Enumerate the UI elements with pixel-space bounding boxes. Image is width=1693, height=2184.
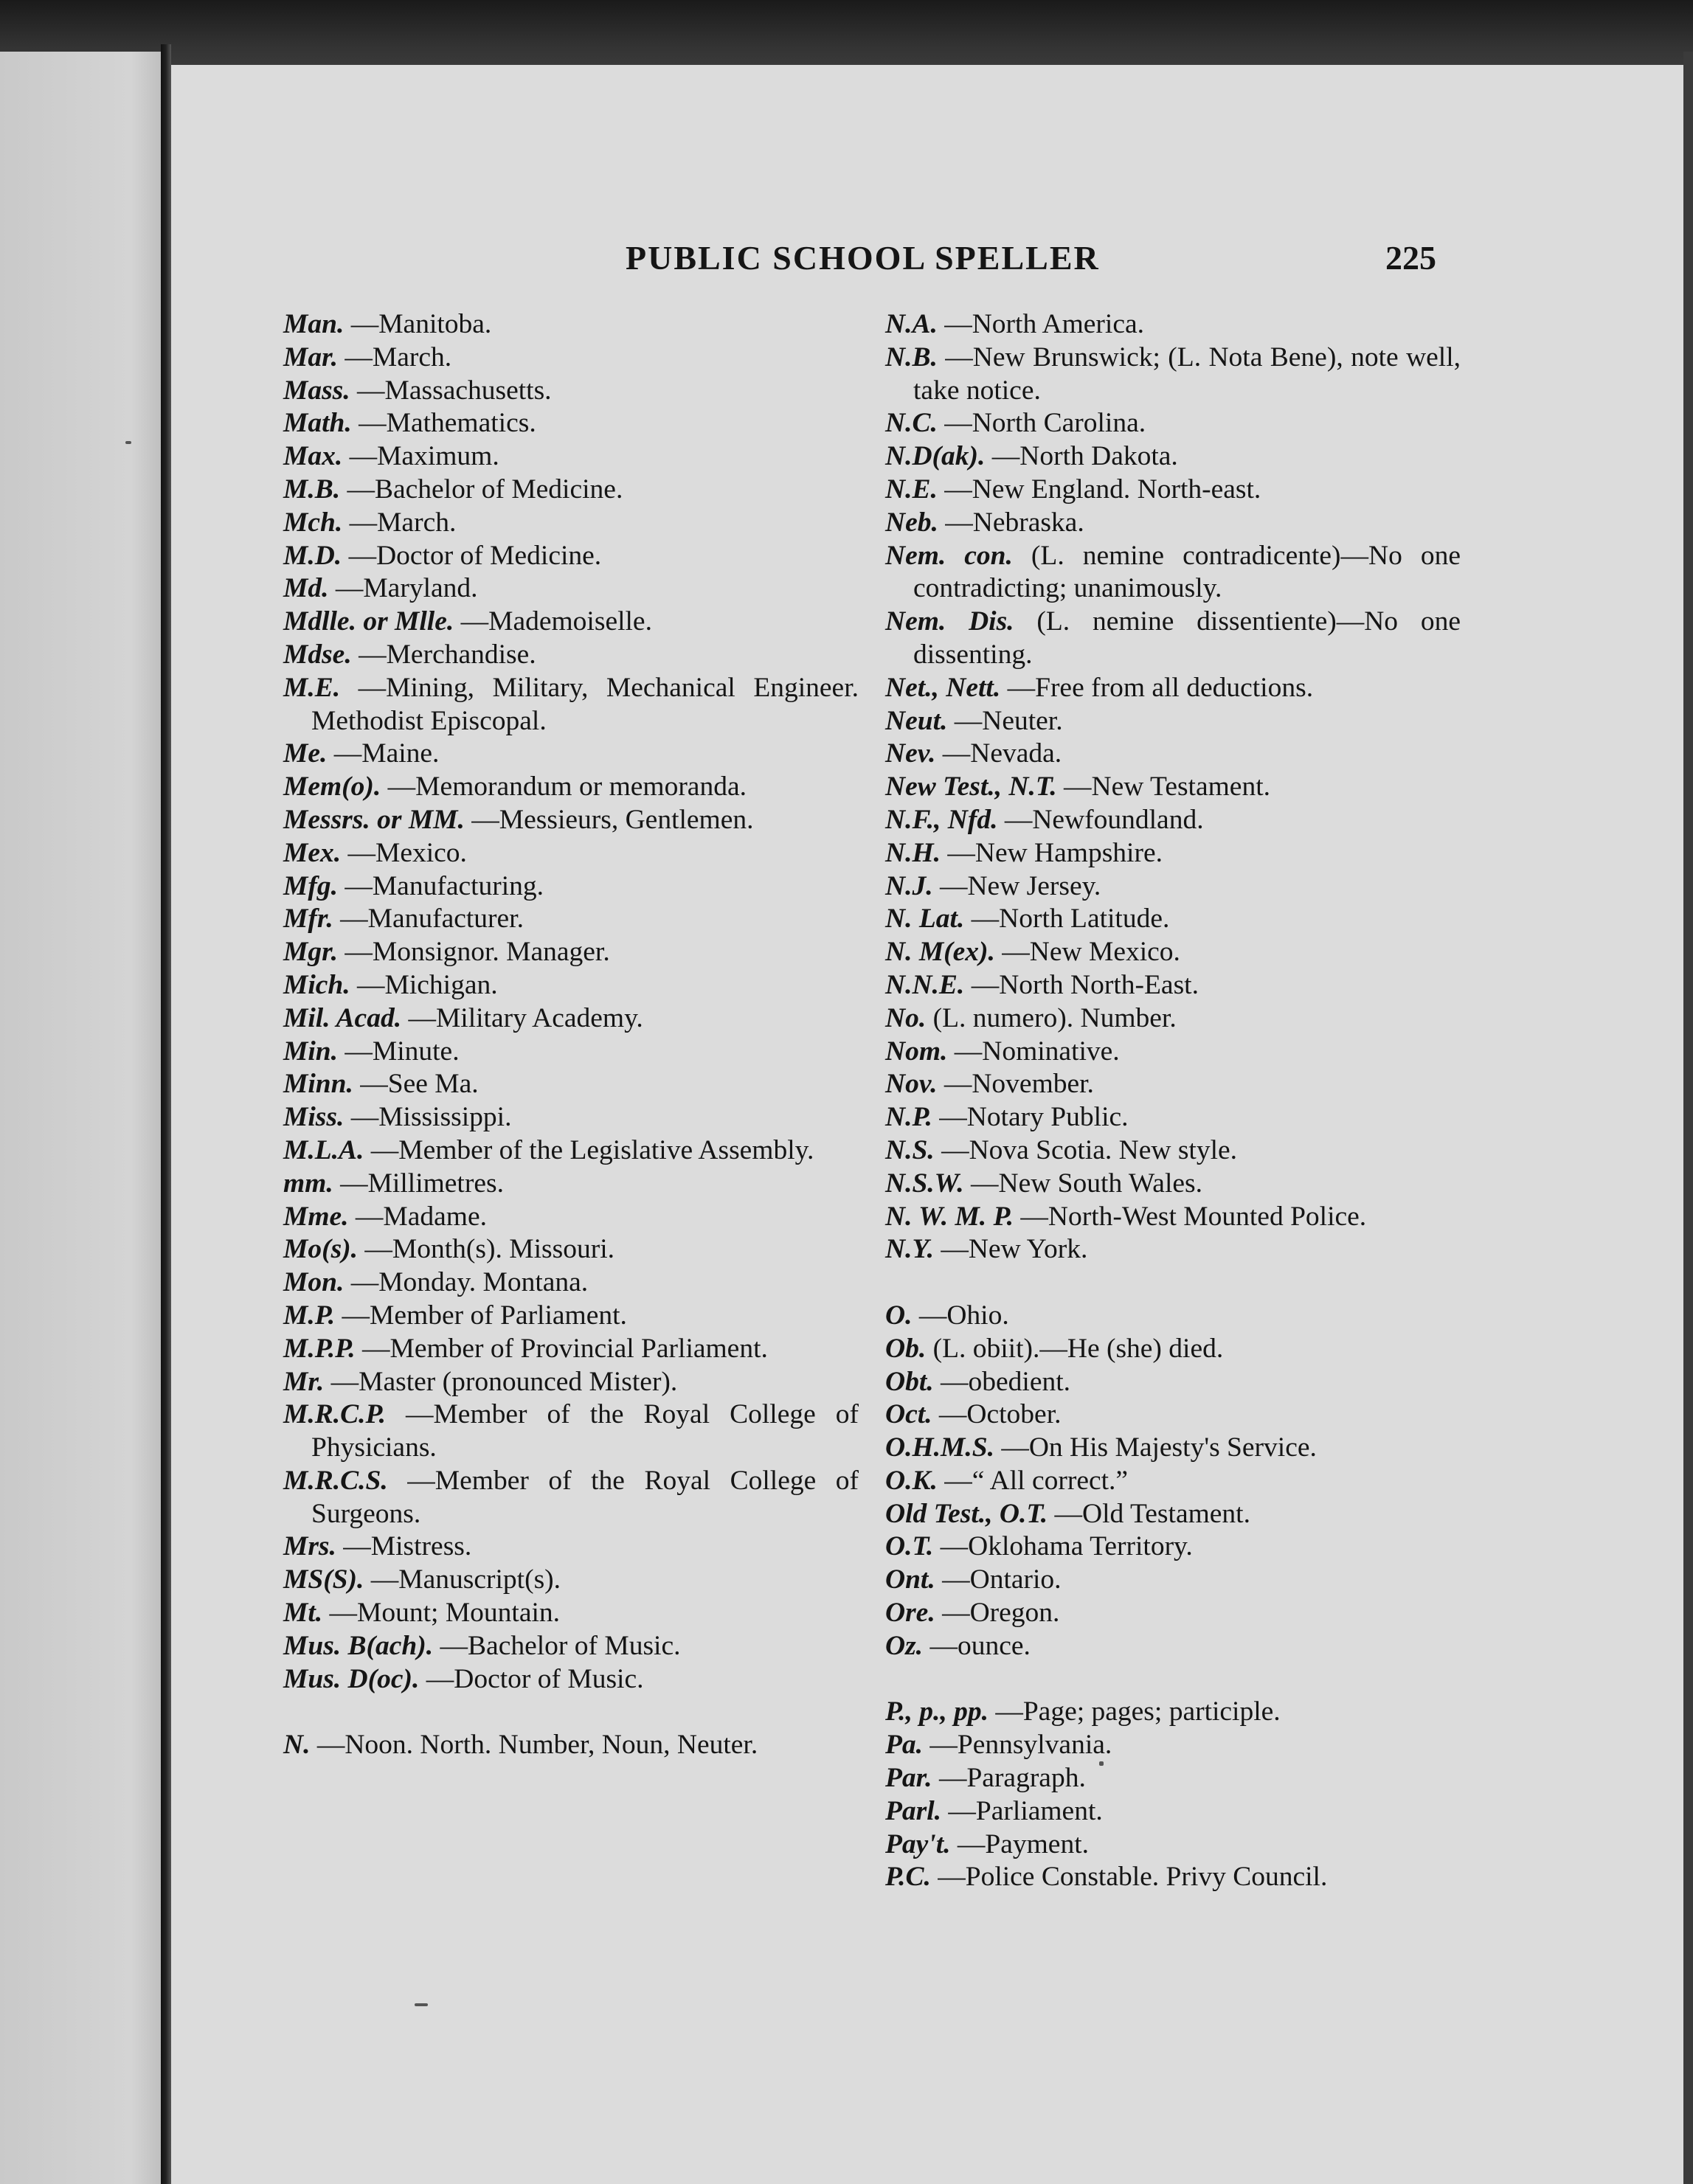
entry-abbreviation: Nov. [885, 1069, 938, 1100]
entry-abbreviation: No. [885, 1002, 927, 1033]
entry-definition: —Mount; Mountain. [329, 1598, 561, 1629]
entry-definition: —Master (pronounced Mister). [330, 1366, 678, 1397]
entry-definition: —Member of Parliament. [342, 1300, 627, 1331]
entry-abbreviation: Mt. [283, 1598, 323, 1629]
entry-abbreviation: Ore. [885, 1598, 935, 1629]
dictionary-entry [885, 804, 1461, 837]
entry-definition: —Mistress. [343, 1531, 472, 1562]
entry-definition: —See Ma. [360, 1069, 479, 1100]
dictionary-entry [283, 1036, 859, 1069]
entry-abbreviation: O.T. [885, 1531, 934, 1562]
entry-definition: —Oklohama Territory. [940, 1531, 1193, 1562]
dictionary-entry [283, 672, 859, 738]
dictionary-entry [885, 1564, 1461, 1597]
dictionary-entry [885, 1530, 1461, 1564]
entry-abbreviation: M.P.P. [283, 1333, 356, 1364]
entry-definition: —Ohio. [918, 1300, 1009, 1331]
dictionary-entry [885, 1101, 1461, 1134]
entry-abbreviation: Ont. [885, 1564, 935, 1595]
dictionary-entry [283, 507, 859, 540]
entry-definition: —Monsignor. Manager. [345, 937, 610, 968]
entry-definition: —Page; pages; participle. [995, 1696, 1281, 1727]
dictionary-entry [885, 1432, 1461, 1465]
entry-abbreviation: Mdlle. or Mlle. [283, 606, 454, 637]
dictionary-entry [885, 1696, 1461, 1729]
dictionary-entry [283, 1168, 859, 1201]
dictionary-entry [283, 1663, 859, 1696]
entry-definition: —Monday. Montana. [350, 1267, 589, 1298]
entry-definition: —Mademoiselle. [460, 606, 652, 637]
dictionary-entry [885, 837, 1461, 870]
dictionary-entry [885, 1233, 1461, 1266]
entry-definition: —Paragraph. [938, 1763, 1086, 1794]
entry-abbreviation: Nev. [885, 738, 936, 769]
entry-definition: —Maximum. [349, 441, 499, 472]
entry-abbreviation: N.J. [885, 870, 933, 901]
dictionary-entry [283, 1068, 859, 1101]
entry-abbreviation: N. W. M. P. [885, 1201, 1014, 1232]
dictionary-entry [283, 903, 859, 936]
entry-definition: —New Hampshire. [947, 837, 1163, 868]
dictionary-entry [283, 540, 859, 573]
entry-definition: —Oregon. [942, 1598, 1060, 1629]
entry-definition: —Manufacturing. [345, 870, 544, 901]
entry-abbreviation: Mfr. [283, 904, 333, 935]
entry-definition: —October. [938, 1399, 1062, 1430]
entry-definition: —Member of Provincial Parliament. [362, 1333, 768, 1364]
entry-definition: —North Dakota. [991, 441, 1178, 472]
entry-abbreviation: Miss. [283, 1102, 345, 1133]
entry-abbreviation: N. Lat. [885, 904, 965, 935]
book-page [171, 65, 1683, 2184]
entry-abbreviation: Neb. [885, 507, 938, 538]
dictionary-entry [283, 375, 859, 408]
dictionary-entry [885, 440, 1461, 474]
dictionary-entry [283, 1564, 859, 1597]
entry-abbreviation: Man. [283, 309, 345, 339]
entry-definition: —Madame. [355, 1201, 487, 1232]
entry-abbreviation: N.P. [885, 1102, 932, 1133]
entry-definition: —Doctor of Medicine. [348, 540, 602, 571]
facing-page-edge [0, 52, 164, 2184]
entry-abbreviation: Me. [283, 738, 328, 769]
dictionary-entry [885, 1002, 1461, 1036]
dictionary-entry [885, 705, 1461, 738]
entry-definition: —Manitoba. [350, 309, 492, 339]
entry-abbreviation: Mar. [283, 342, 338, 372]
entry-abbreviation: Mfg. [283, 870, 338, 901]
page-number: 225 [1385, 239, 1436, 277]
dictionary-entry [885, 1366, 1461, 1399]
dictionary-entry [885, 1795, 1461, 1828]
entry-definition: —Mathematics. [359, 408, 536, 439]
entry-definition: —Old Testament. [1054, 1498, 1250, 1529]
dictionary-entry [885, 507, 1461, 540]
entry-definition: —Messieurs, Gentlemen. [471, 804, 754, 835]
entry-definition: —New York. [941, 1234, 1088, 1265]
entry-definition: —Newfoundland. [1004, 804, 1204, 835]
entry-abbreviation: N.E. [885, 474, 938, 505]
entry-abbreviation: Mrs. [283, 1531, 336, 1562]
entry-definition: —Bachelor of Music. [440, 1630, 681, 1661]
entry-abbreviation: N.N.E. [885, 969, 965, 1000]
dictionary-entry [885, 606, 1461, 672]
dictionary-entry [283, 837, 859, 870]
page-edge-right [1683, 52, 1693, 2184]
entry-definition: —Mining, Military, Mechanical Engineer. Methodist Episcopal. [311, 672, 859, 736]
entry-abbreviation: Obt. [885, 1366, 934, 1397]
entry-abbreviation: Mus. D(oc). [283, 1663, 420, 1694]
entry-definition: —Millimetres. [340, 1168, 504, 1199]
entry-definition: —North America. [944, 309, 1144, 339]
dictionary-entry [885, 342, 1461, 408]
entry-definition: —North North-East. [971, 969, 1199, 1000]
entry-abbreviation: Mgr. [283, 937, 338, 968]
entry-abbreviation: N.S. [885, 1134, 935, 1165]
dictionary-entry [885, 936, 1461, 969]
entry-abbreviation: Pay't. [885, 1828, 951, 1859]
entry-abbreviation: N.A. [885, 309, 938, 339]
dictionary-entry [885, 738, 1461, 771]
dictionary-entry [885, 474, 1461, 507]
entry-abbreviation: P.C. [885, 1862, 931, 1893]
entry-abbreviation: Par. [885, 1763, 932, 1794]
entry-abbreviation: Mass. [283, 375, 350, 406]
entry-abbreviation: Mon. [283, 1267, 345, 1298]
entry-definition: —Merchandise. [359, 639, 536, 670]
entry-abbreviation: P., p., pp. [885, 1696, 989, 1727]
entry-definition: —Neuter. [954, 705, 1063, 736]
dictionary-entry [283, 1630, 859, 1663]
entry-abbreviation: Oz. [885, 1630, 924, 1661]
dictionary-entry [283, 1333, 859, 1366]
dictionary-entry [885, 1036, 1461, 1069]
entry-abbreviation: New Test., N.T. [885, 772, 1057, 802]
right-column [885, 308, 1461, 1894]
page-header [171, 238, 1683, 297]
entry-abbreviation: Mo(s). [283, 1234, 359, 1265]
dictionary-entry [283, 1398, 859, 1465]
entry-abbreviation: M.R.C.S. [283, 1465, 388, 1496]
dictionary-entry [283, 738, 859, 771]
scan-speck [125, 441, 131, 444]
entry-abbreviation: N.H. [885, 837, 941, 868]
entry-abbreviation: N. M(ex). [885, 937, 995, 968]
entry-definition: —March. [349, 507, 457, 538]
dictionary-entry [885, 1630, 1461, 1663]
entry-definition: —Nominative. [954, 1036, 1120, 1067]
entry-definition: —obedient. [941, 1366, 1071, 1397]
entry-definition: —Memorandum or memoranda. [387, 772, 747, 802]
entry-abbreviation: N.S.W. [885, 1168, 964, 1199]
entry-definition: —Noon. North. Number, Noun, Neuter. [316, 1730, 758, 1761]
entry-abbreviation: N.B. [885, 342, 938, 372]
entry-definition: —Notary Public. [939, 1102, 1129, 1133]
entry-abbreviation: Nom. [885, 1036, 948, 1067]
entry-definition: —Payment. [957, 1828, 1089, 1859]
entry-definition: —March. [345, 342, 452, 372]
dictionary-entry [283, 474, 859, 507]
dictionary-entry [885, 969, 1461, 1002]
entry-abbreviation: Mich. [283, 969, 350, 1000]
dictionary-entry [885, 1201, 1461, 1234]
entry-definition: —Minute. [345, 1036, 460, 1067]
dictionary-entry [283, 342, 859, 375]
dictionary-entry [283, 1729, 859, 1762]
dictionary-entry [283, 1201, 859, 1234]
entry-definition: (L. nemine contradicente)—No one contradicting; unanimously. [913, 540, 1461, 604]
entry-abbreviation: M.D. [283, 540, 342, 571]
entry-abbreviation: Mch. [283, 507, 343, 538]
dictionary-entry [283, 1530, 859, 1564]
dictionary-entry [885, 1597, 1461, 1630]
dictionary-entry [885, 1729, 1461, 1762]
entry-definition: —ounce. [929, 1630, 1031, 1661]
entry-abbreviation: Mex. [283, 837, 342, 868]
dictionary-entry [283, 870, 859, 904]
entry-abbreviation: M.E. [283, 672, 341, 703]
entry-abbreviation: M.R.C.P. [283, 1399, 386, 1430]
entry-definition: —Month(s). Missouri. [364, 1234, 614, 1265]
entry-abbreviation: M.L.A. [283, 1134, 364, 1165]
entry-definition: —Bachelor of Medicine. [347, 474, 623, 505]
left-column [283, 308, 859, 1762]
dictionary-entry [283, 936, 859, 969]
dictionary-entry [283, 572, 859, 606]
dictionary-entry [283, 407, 859, 440]
scan-speck [415, 2003, 428, 2006]
entry-definition: —New Brunswick; (L. Nota Bene), note well, take notice. [913, 342, 1461, 406]
entry-definition: —“ All correct.” [944, 1465, 1129, 1496]
entry-definition: —North Latitude. [971, 904, 1170, 935]
dictionary-entry [885, 1333, 1461, 1366]
dictionary-entry [283, 1002, 859, 1036]
dictionary-entry [885, 407, 1461, 440]
entry-definition: —Maryland. [335, 573, 478, 604]
dictionary-entry [885, 1465, 1461, 1498]
dictionary-entry [283, 1597, 859, 1630]
entry-definition: —New Mexico. [1002, 937, 1180, 968]
entry-definition: (L. obiit).—He (she) died. [932, 1333, 1224, 1364]
entry-definition: —Police Constable. Privy Council. [938, 1862, 1328, 1893]
entry-definition: —New England. North-east. [944, 474, 1261, 505]
entry-definition: —Free from all deductions. [1007, 672, 1314, 703]
dictionary-entry [885, 771, 1461, 804]
entry-abbreviation: Neut. [885, 705, 948, 736]
entry-abbreviation: Mdse. [283, 639, 352, 670]
entry-abbreviation: N.C. [885, 408, 938, 439]
dictionary-entry [885, 870, 1461, 904]
entry-abbreviation: Nem. con. [885, 540, 1013, 571]
entry-abbreviation: Oct. [885, 1399, 932, 1430]
entry-abbreviation: M.B. [283, 474, 341, 505]
entry-definition: —Member of the Royal College of Physicians. [311, 1399, 859, 1463]
running-title: PUBLIC SCHOOL SPELLER [626, 239, 1100, 277]
dictionary-entry [283, 639, 859, 672]
dictionary-entry [283, 969, 859, 1002]
dictionary-entry [283, 1266, 859, 1300]
dictionary-entry [885, 1762, 1461, 1795]
entry-definition: —Doctor of Music. [426, 1663, 644, 1694]
scan-speck [1099, 1761, 1104, 1766]
entry-abbreviation: Pa. [885, 1730, 924, 1761]
entry-definition: —Nevada. [942, 738, 1062, 769]
entry-definition: —North-West Mounted Police. [1020, 1201, 1367, 1232]
dictionary-entry [885, 1861, 1461, 1894]
entry-definition: —Ontario. [942, 1564, 1062, 1595]
dictionary-entry [885, 1168, 1461, 1201]
dictionary-entry [885, 1828, 1461, 1862]
entry-definition: (L. numero). Number. [932, 1002, 1177, 1033]
entry-abbreviation: Mr. [283, 1366, 325, 1397]
dictionary-entry [283, 1233, 859, 1266]
entry-definition: —Michigan. [357, 969, 498, 1000]
entry-abbreviation: Minn. [283, 1069, 353, 1100]
dictionary-entry [885, 1398, 1461, 1432]
dictionary-entry [885, 540, 1461, 606]
entry-definition: —Mexico. [347, 837, 467, 868]
dictionary-entry [283, 308, 859, 342]
dictionary-entry [283, 1300, 859, 1333]
entry-abbreviation: Max. [283, 441, 343, 472]
entry-definition: —Maine. [333, 738, 440, 769]
dictionary-entry [283, 1366, 859, 1399]
entry-definition: —Parliament. [948, 1795, 1103, 1826]
entry-abbreviation: Mme. [283, 1201, 349, 1232]
entry-abbreviation: Mil. Acad. [283, 1002, 402, 1033]
entry-definition: —North Carolina. [944, 408, 1146, 439]
dictionary-entry [283, 606, 859, 639]
entry-abbreviation: M.P. [283, 1300, 336, 1331]
entry-definition: —November. [944, 1069, 1094, 1100]
dictionary-entry [283, 1465, 859, 1531]
entry-definition: (L. nemine dissentiente)—No one dissenting. [913, 606, 1461, 670]
entry-abbreviation: Nem. Dis. [885, 606, 1014, 637]
entry-abbreviation: N.F., Nfd. [885, 804, 998, 835]
dictionary-entry [283, 1134, 859, 1168]
entry-abbreviation: Md. [283, 573, 329, 604]
book-gutter [161, 44, 171, 2184]
entry-abbreviation: Net., Nett. [885, 672, 1001, 703]
dictionary-entry [885, 1068, 1461, 1101]
entry-abbreviation: Old Test., O.T. [885, 1498, 1048, 1529]
dictionary-entry [283, 804, 859, 837]
entry-definition: —Military Academy. [408, 1002, 643, 1033]
entry-definition: —Mississippi. [350, 1102, 512, 1133]
dictionary-entry [283, 440, 859, 474]
entry-abbreviation: N.Y. [885, 1234, 934, 1265]
entry-definition: —New Jersey. [939, 870, 1101, 901]
entry-definition: —Manufacturer. [340, 904, 524, 935]
entry-abbreviation: N.D(ak). [885, 441, 986, 472]
entry-definition: —On His Majesty's Service. [1001, 1432, 1317, 1463]
entry-abbreviation: Min. [283, 1036, 338, 1067]
entry-abbreviation: O. [885, 1300, 913, 1331]
dictionary-entry [885, 903, 1461, 936]
dictionary-entry [885, 1498, 1461, 1531]
entry-abbreviation: Mem(o). [283, 772, 381, 802]
entry-definition: —Member of the Royal College of Surgeons. [311, 1465, 859, 1529]
entry-definition: —Nebraska. [945, 507, 1084, 538]
entry-abbreviation: Ob. [885, 1333, 927, 1364]
entry-definition: —Massachusetts. [357, 375, 552, 406]
entry-definition: —Nova Scotia. New style. [941, 1134, 1238, 1165]
entry-definition: —Member of the Legislative Assembly. [370, 1134, 814, 1165]
entry-abbreviation: Parl. [885, 1795, 942, 1826]
entry-abbreviation: Mus. B(ach). [283, 1630, 434, 1661]
entry-abbreviation: N. [283, 1730, 311, 1761]
scan-background-top [0, 0, 1693, 66]
entry-abbreviation: O.K. [885, 1465, 938, 1496]
entry-definition: —Manuscript(s). [370, 1564, 561, 1595]
dictionary-entry [885, 308, 1461, 342]
entry-definition: —Pennsylvania. [929, 1730, 1112, 1761]
entry-abbreviation: O.H.M.S. [885, 1432, 994, 1463]
dictionary-entry [283, 1101, 859, 1134]
dictionary-entry [885, 1134, 1461, 1168]
entry-definition: —New South Wales. [971, 1168, 1202, 1199]
entry-definition: —New Testament. [1064, 772, 1270, 802]
entry-abbreviation: Messrs. or MM. [283, 804, 465, 835]
dictionary-entry [885, 672, 1461, 705]
entry-abbreviation: mm. [283, 1168, 333, 1199]
dictionary-entry [885, 1300, 1461, 1333]
dictionary-entry [283, 771, 859, 804]
entry-abbreviation: MS(S). [283, 1564, 364, 1595]
entry-abbreviation: Math. [283, 408, 352, 439]
